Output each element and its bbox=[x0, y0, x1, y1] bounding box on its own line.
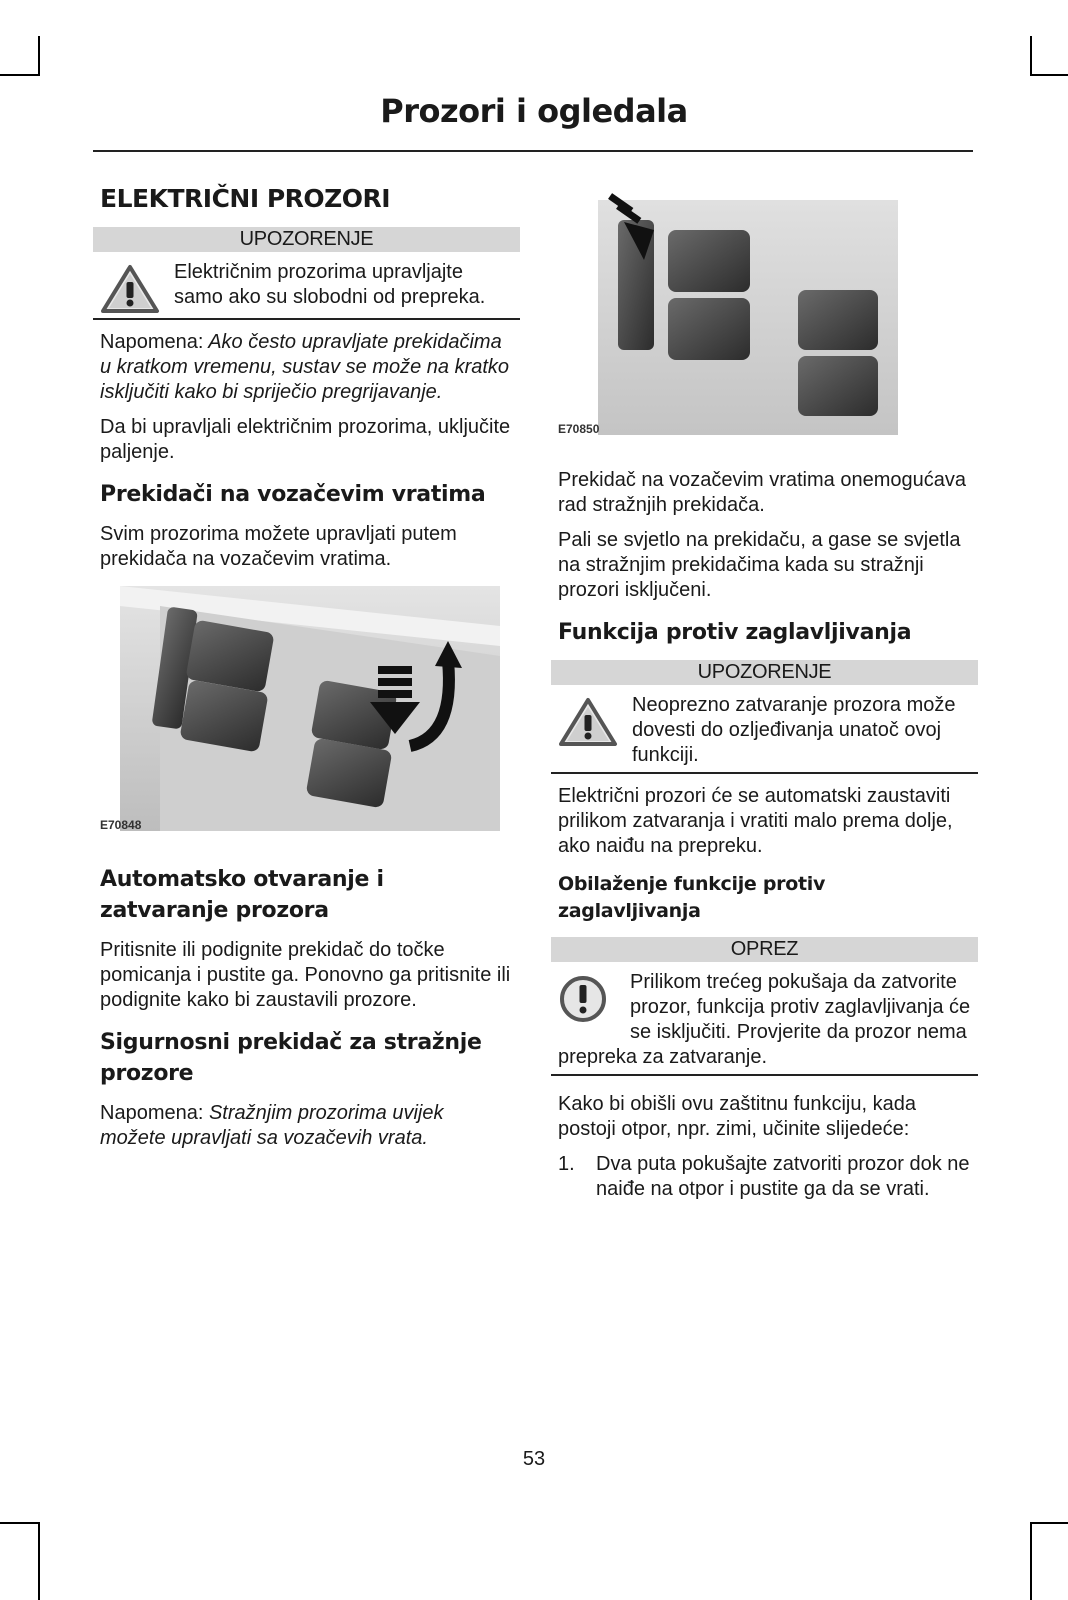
paragraph: Da bi upravljali električnim prozorima, uključite paljenje. bbox=[100, 416, 511, 463]
right-column bbox=[558, 180, 971, 1202]
subsection-title: Sigurnosni prekidač za stražnje prozore bbox=[100, 1030, 482, 1086]
list-item-text: Dva puta pokušajte zatvoriti prozor dok ne naiđe na otpor i pustite ga da se vrati. bbox=[596, 1153, 970, 1200]
crop-mark bbox=[1030, 36, 1032, 76]
note-label: Napomena: bbox=[100, 331, 204, 353]
warning-box bbox=[93, 252, 520, 320]
paragraph: Pritisnite ili podignite prekidač do točke pomicanja i pustite ga. Ponovno ga pritisnite ili podignite kako bi zaustavili prozore. bbox=[100, 939, 511, 1011]
warning-title: UPOZORENJE bbox=[551, 660, 978, 685]
note-text: Ako često upravljate prekidačima u kratkom vremenu, sustav se može na kratko isključiti kako bi spriječio pregrijavanje. bbox=[100, 331, 510, 403]
paragraph: Električni prozori će se automatski zaustaviti prilikom zatvaranja i vratiti malo prema dolje, ako naiđu na prepreku. bbox=[558, 785, 953, 857]
left-column bbox=[100, 180, 513, 1161]
page-title: Prozori i ogledala bbox=[380, 92, 688, 130]
note-paragraph bbox=[100, 1101, 513, 1151]
crop-mark bbox=[1030, 74, 1068, 76]
paragraph: Kako bi obišli ovu zaštitnu funkciju, kada postoji otpor, npr. zimi, učinite slijedeće: bbox=[558, 1093, 916, 1140]
warning-triangle-icon bbox=[100, 264, 160, 314]
figure-rear-lock-switch bbox=[558, 190, 971, 450]
crop-mark bbox=[0, 1522, 40, 1524]
figure-label: E70850 bbox=[558, 422, 600, 436]
section-title: ELEKTRIČNI PROZORI bbox=[100, 184, 391, 213]
paragraph: Prekidač na vozačevim vratima onemogućava rad stražnjih prekidača. bbox=[558, 469, 966, 516]
subsection-title: Automatsko otvaranje i zatvaranje prozora bbox=[100, 867, 384, 923]
warning-box bbox=[551, 685, 978, 774]
list-item-number: 1. bbox=[558, 1153, 575, 1175]
figure-driver-switches bbox=[100, 586, 513, 846]
note-text: Stražnjim prozorima uvijek možete upravljati sa vozačevih vrata. bbox=[100, 1102, 444, 1149]
warning-triangle-icon bbox=[558, 697, 618, 747]
caution-title: OPREZ bbox=[551, 937, 978, 962]
crop-mark bbox=[0, 74, 40, 76]
crop-mark bbox=[1030, 1522, 1068, 1524]
rear-lock-switch-illustration bbox=[558, 190, 971, 445]
paragraph: Svim prozorima možete upravljati putem prekidača na vozačevim vratima. bbox=[100, 523, 457, 570]
figure-label: E70848 bbox=[100, 818, 142, 832]
caution-circle-icon bbox=[558, 974, 608, 1024]
list-item bbox=[558, 1152, 971, 1202]
note-paragraph bbox=[100, 330, 513, 405]
page-number: 53 bbox=[522, 1448, 546, 1470]
crop-mark bbox=[38, 1522, 40, 1600]
paragraph: Pali se svjetlo na prekidaču, a gase se svjetla na stražnjim prekidačima kada su stražnji prozori isključeni. bbox=[558, 529, 961, 601]
subsection-title: Obilaženje funkcije protiv zaglavljivanja bbox=[558, 873, 826, 922]
caution-text: Prilikom trećeg pokušaja da zatvorite prozor, funkcija protiv zaglavljivanja će se isključiti. Provjerite da prozor nema prepreka za zatvaranje. bbox=[558, 971, 971, 1068]
subsection-title: Funkcija protiv zaglavljivanja bbox=[558, 620, 912, 645]
caution-box bbox=[551, 962, 978, 1076]
crop-mark bbox=[38, 36, 40, 76]
steps-list bbox=[558, 1152, 971, 1202]
note-label: Napomena: bbox=[100, 1102, 204, 1124]
subsection-title: Prekidači na vozačevim vratima bbox=[100, 482, 486, 507]
warning-text: Neoprezno zatvaranje prozora može dovesti do ozljeđivanja unatoč ovoj funkciji. bbox=[632, 694, 956, 766]
crop-mark bbox=[1030, 1522, 1032, 1600]
title-divider bbox=[93, 150, 973, 152]
window-switch-illustration bbox=[100, 586, 513, 841]
warning-title: UPOZORENJE bbox=[93, 227, 520, 252]
warning-text: Električnim prozorima upravljajte samo ako su slobodni od prepreka. bbox=[174, 261, 486, 308]
